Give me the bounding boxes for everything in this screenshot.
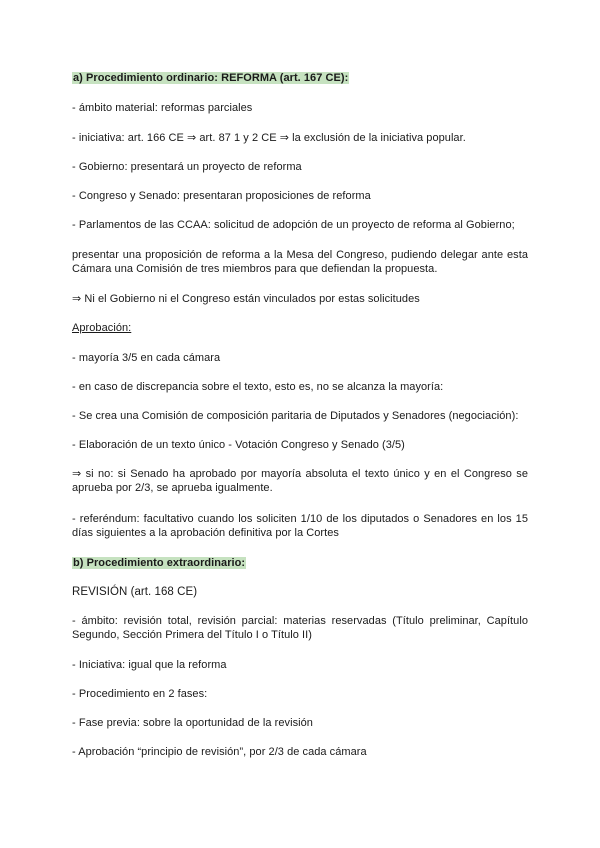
list-item: - en caso de discrepancia sobre el texto, esto es, no se alcanza la mayoría:: [72, 381, 444, 393]
paragraph: - ámbito: revisión total, revisión parcial: materias reservadas (Título preliminar, Capítulo Segundo, Sección Primera del Título I o Título II): [72, 615, 528, 641]
list-item: - Aprobación “principio de revisión”, por 2/3 de cada cámara: [72, 746, 367, 758]
list-item: - Se crea una Comisión de composición paritaria de Diputados y Senadores (negociación):: [72, 410, 519, 422]
approval-heading: Aprobación:: [72, 322, 132, 334]
paragraph: ⇒ si no: si Senado ha aprobado por mayoría absoluta el texto único y en el Congreso se aprueba por 2/3, se aprueba igualmente.: [72, 468, 528, 494]
list-item: - mayoría 3/5 en cada cámara: [72, 352, 221, 364]
list-item: - Procedimiento en 2 fases:: [72, 688, 208, 700]
list-item: ⇒ Ni el Gobierno ni el Congreso están vinculados por estas solicitudes: [72, 293, 420, 305]
section-a-heading: a) Procedimiento ordinario: REFORMA (art. 167 CE):: [73, 72, 349, 84]
section-b-heading: b) Procedimiento extraordinario:: [73, 557, 246, 569]
list-item: - Fase previa: sobre la oportunidad de la revisión: [72, 717, 313, 729]
list-item: - Gobierno: presentará un proyecto de reforma: [72, 161, 302, 173]
paragraph: presentar una proposición de reforma a la Mesa del Congreso, pudiendo delegar ante esta Cámara una Comisión de tres miembros para que defiendan la propuesta.: [72, 249, 528, 275]
list-item: - ámbito material: reformas parciales: [72, 102, 253, 114]
list-item: - Iniciativa: igual que la reforma: [72, 659, 227, 671]
list-item: - Congreso y Senado: presentaran proposiciones de reforma: [72, 190, 371, 202]
list-item: - iniciativa: art. 166 CE ⇒ art. 87 1 y 2 CE ⇒ la exclusión de la iniciativa popular.: [72, 132, 466, 144]
section-b-subtitle: REVISIÓN (art. 168 CE): [72, 586, 198, 598]
list-item: - Elaboración de un texto único - Votación Congreso y Senado (3/5): [72, 439, 405, 451]
section-a-heading-line: [72, 71, 528, 85]
section-b-heading-line: [72, 556, 528, 570]
paragraph: - referéndum: facultativo cuando los soliciten 1/10 de los diputados o Senadores en los 15 días siguientes a la aprobación definitiva por la Cortes: [72, 513, 528, 539]
approval-heading-line: [72, 321, 528, 335]
list-item: - Parlamentos de las CCAA: solicitud de adopción de un proyecto de reforma al Gobierno;: [72, 219, 515, 231]
